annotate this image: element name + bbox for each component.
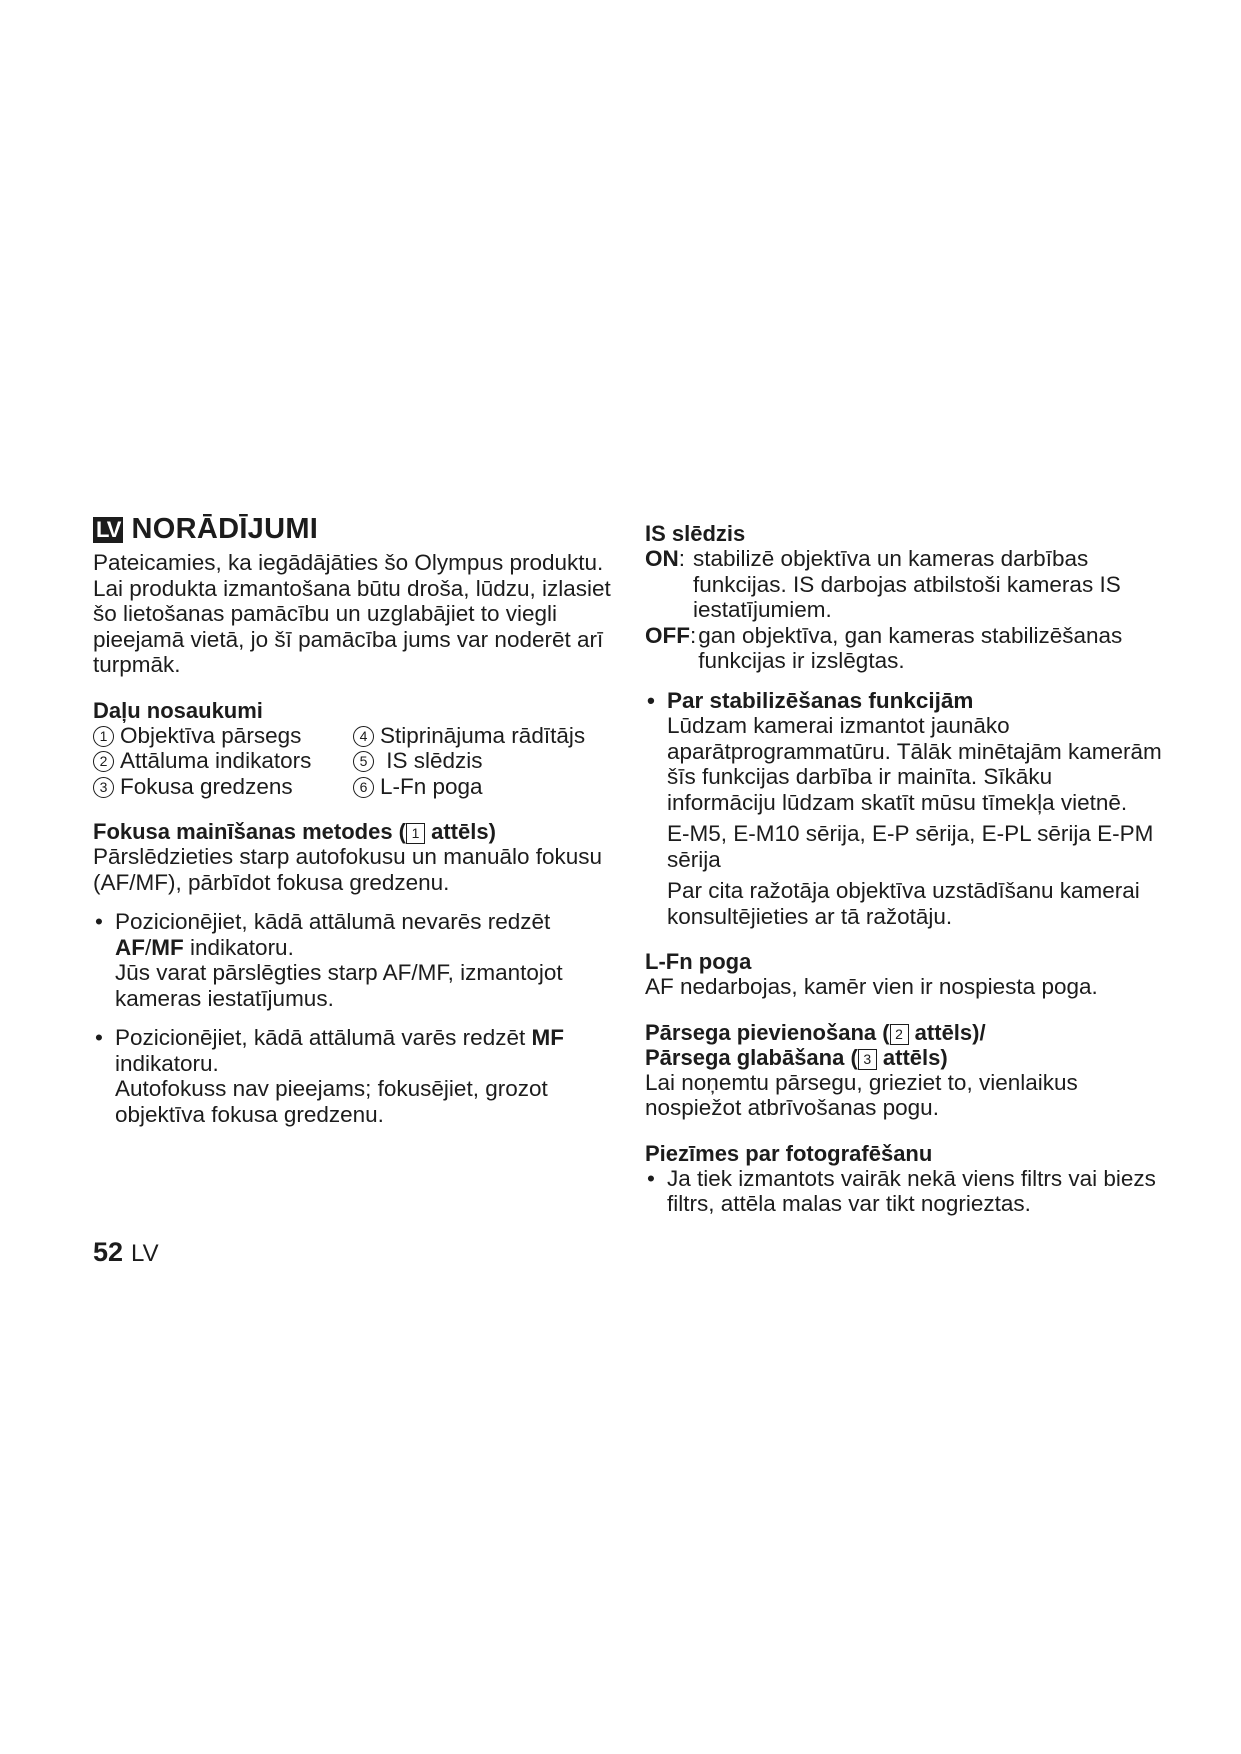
cap-attach-text: Pārsega pievienošana ( — [645, 1019, 890, 1045]
part-item — [353, 723, 613, 749]
lfn-text: AF nedarbojas, kamēr vien ir nospiesta poga. — [645, 974, 1098, 999]
cap-storage-suffix: attēls) — [876, 1044, 948, 1070]
part-number: 2 — [93, 751, 114, 772]
focus-bullet-1 — [93, 909, 623, 1011]
cap-attach-suffix: attēls)/ — [908, 1019, 986, 1045]
off-definition — [645, 623, 1165, 674]
bullet-text: Pozicionējiet, kādā attālumā nevarēs redzēt — [115, 909, 551, 934]
part-item — [93, 748, 353, 774]
notes-heading: Piezīmes par fotografēšanu — [645, 1140, 933, 1166]
part-number: 1 — [93, 726, 114, 747]
focus-heading — [93, 819, 623, 844]
lfn-heading: L-Fn poga — [645, 949, 752, 974]
off-separator: : — [690, 622, 697, 648]
parts-heading: Daļu nosaukumi — [93, 697, 263, 723]
bullet-subtext: Jūs varat pārslēgties starp AF/MF, izmantojot kameras iestatījumus. — [115, 960, 563, 1011]
left-column — [93, 513, 623, 1127]
parts-list — [93, 723, 623, 800]
af-label: AF — [115, 934, 145, 960]
mf-label: MF — [531, 1025, 564, 1050]
off-text: gan objektīva, gan kameras stabilizēšanas funkcijas ir izslēgtas. — [698, 622, 1123, 673]
notes-bullet — [645, 1166, 1165, 1217]
focus-heading-suffix: attēls) — [425, 819, 496, 844]
on-definition — [645, 546, 1165, 623]
part-number: 3 — [93, 777, 114, 798]
part-number: 5 — [353, 751, 374, 772]
cap-text: Lai noņemtu pārsegu, grieziet to, vienlaikus nospiežot atbrīvošanas pogu. — [645, 1069, 1078, 1120]
page-number: 52 — [93, 1237, 124, 1267]
is-switch-heading: IS slēdzis — [645, 521, 746, 546]
mf-label: MF — [151, 934, 184, 960]
part-label: Fokusa gredzens — [120, 773, 293, 799]
page-title: NORĀDĪJUMI — [131, 513, 319, 545]
on-term: ON — [645, 546, 679, 571]
part-label: Attāluma indikators — [120, 748, 312, 773]
stabilization-heading — [645, 688, 1165, 714]
slash: / — [145, 934, 152, 960]
figure-ref-icon: 1 — [406, 823, 425, 844]
bullet-text-end: indikatoru. — [115, 1050, 219, 1076]
title-row — [93, 513, 623, 546]
part-label: Stiprinājuma rādītājs — [380, 722, 586, 748]
part-label: L-Fn poga — [380, 773, 483, 799]
cap-storage-text: Pārsega glabāšana ( — [645, 1044, 858, 1070]
part-item — [353, 774, 613, 800]
cap-attach-heading — [645, 1020, 1165, 1045]
figure-ref-icon: 3 — [858, 1049, 877, 1070]
footer-language: LV — [131, 1240, 159, 1267]
stabilization-text-3: Par cita ražotāja objektīva uzstādīšanu kamerai konsultējieties ar tā ražotāju. — [667, 878, 1140, 929]
cap-storage-heading — [645, 1045, 1165, 1070]
on-text: stabilizē objektīva un kameras darbības funkcijas. IS darbojas atbilstoši kameras IS iestatījumiem. — [693, 546, 1121, 622]
bullet-text-end: indikatoru. — [183, 934, 294, 960]
part-number: 4 — [353, 726, 374, 747]
bullet-subtext: Autofokuss nav pieejams; fokusējiet, grozot objektīva fokusa gredzenu. — [115, 1076, 548, 1127]
figure-ref-icon: 2 — [890, 1024, 909, 1045]
stabilization-body — [645, 713, 1165, 929]
part-item — [93, 723, 353, 749]
page-footer — [93, 1237, 159, 1268]
stabilization-text-1: Lūdzam kamerai izmantot jaunāko aparātprogrammatūru. Tālāk minētajām kamerām šīs funkcijas darbība ir mainīta. Sīkāku informāciju lūdzam skatīt mūsu tīmekļa vietnē. — [667, 713, 1162, 815]
stabilization-heading-text: Par stabilizēšanas funkcijām — [667, 687, 974, 713]
focus-text: Pārslēdzieties starp autofokusu un manuālo fokusu (AF/MF), pārbīdot fokusa gredzenu. — [93, 844, 603, 895]
intro-text: Pateicamies, ka iegādājāties šo Olympus produktu. Lai produkta izmantošana būtu droša, lūdzu, izlasiet šo lietošanas pamācību un uzglabājiet to viegli pieejamā vietā, jo šī pamācība jums var noderēt arī turpmāk. — [93, 550, 611, 677]
focus-bullet-2 — [93, 1025, 623, 1127]
focus-heading-text: Fokusa mainīšanas metodes ( — [93, 819, 406, 844]
part-item — [353, 748, 613, 774]
stabilization-models: E-M5, E-M10 sērija, E-P sērija, E-PL sērija E-PM sērija — [667, 821, 1154, 872]
off-term: OFF — [645, 622, 690, 648]
language-badge: LV — [93, 517, 123, 543]
bullet-text: Pozicionējiet, kādā attālumā varēs redzēt — [115, 1025, 532, 1050]
part-label: Objektīva pārsegs — [120, 722, 302, 748]
part-label: IS slēdzis — [380, 748, 483, 773]
notes-bullet-text: Ja tiek izmantots vairāk nekā viens filtrs vai biezs filtrs, attēla malas var tikt nogrieztas. — [667, 1165, 1156, 1216]
part-number: 6 — [353, 777, 374, 798]
right-column — [645, 521, 1165, 1217]
part-item — [93, 774, 353, 800]
on-separator: : — [678, 546, 686, 571]
